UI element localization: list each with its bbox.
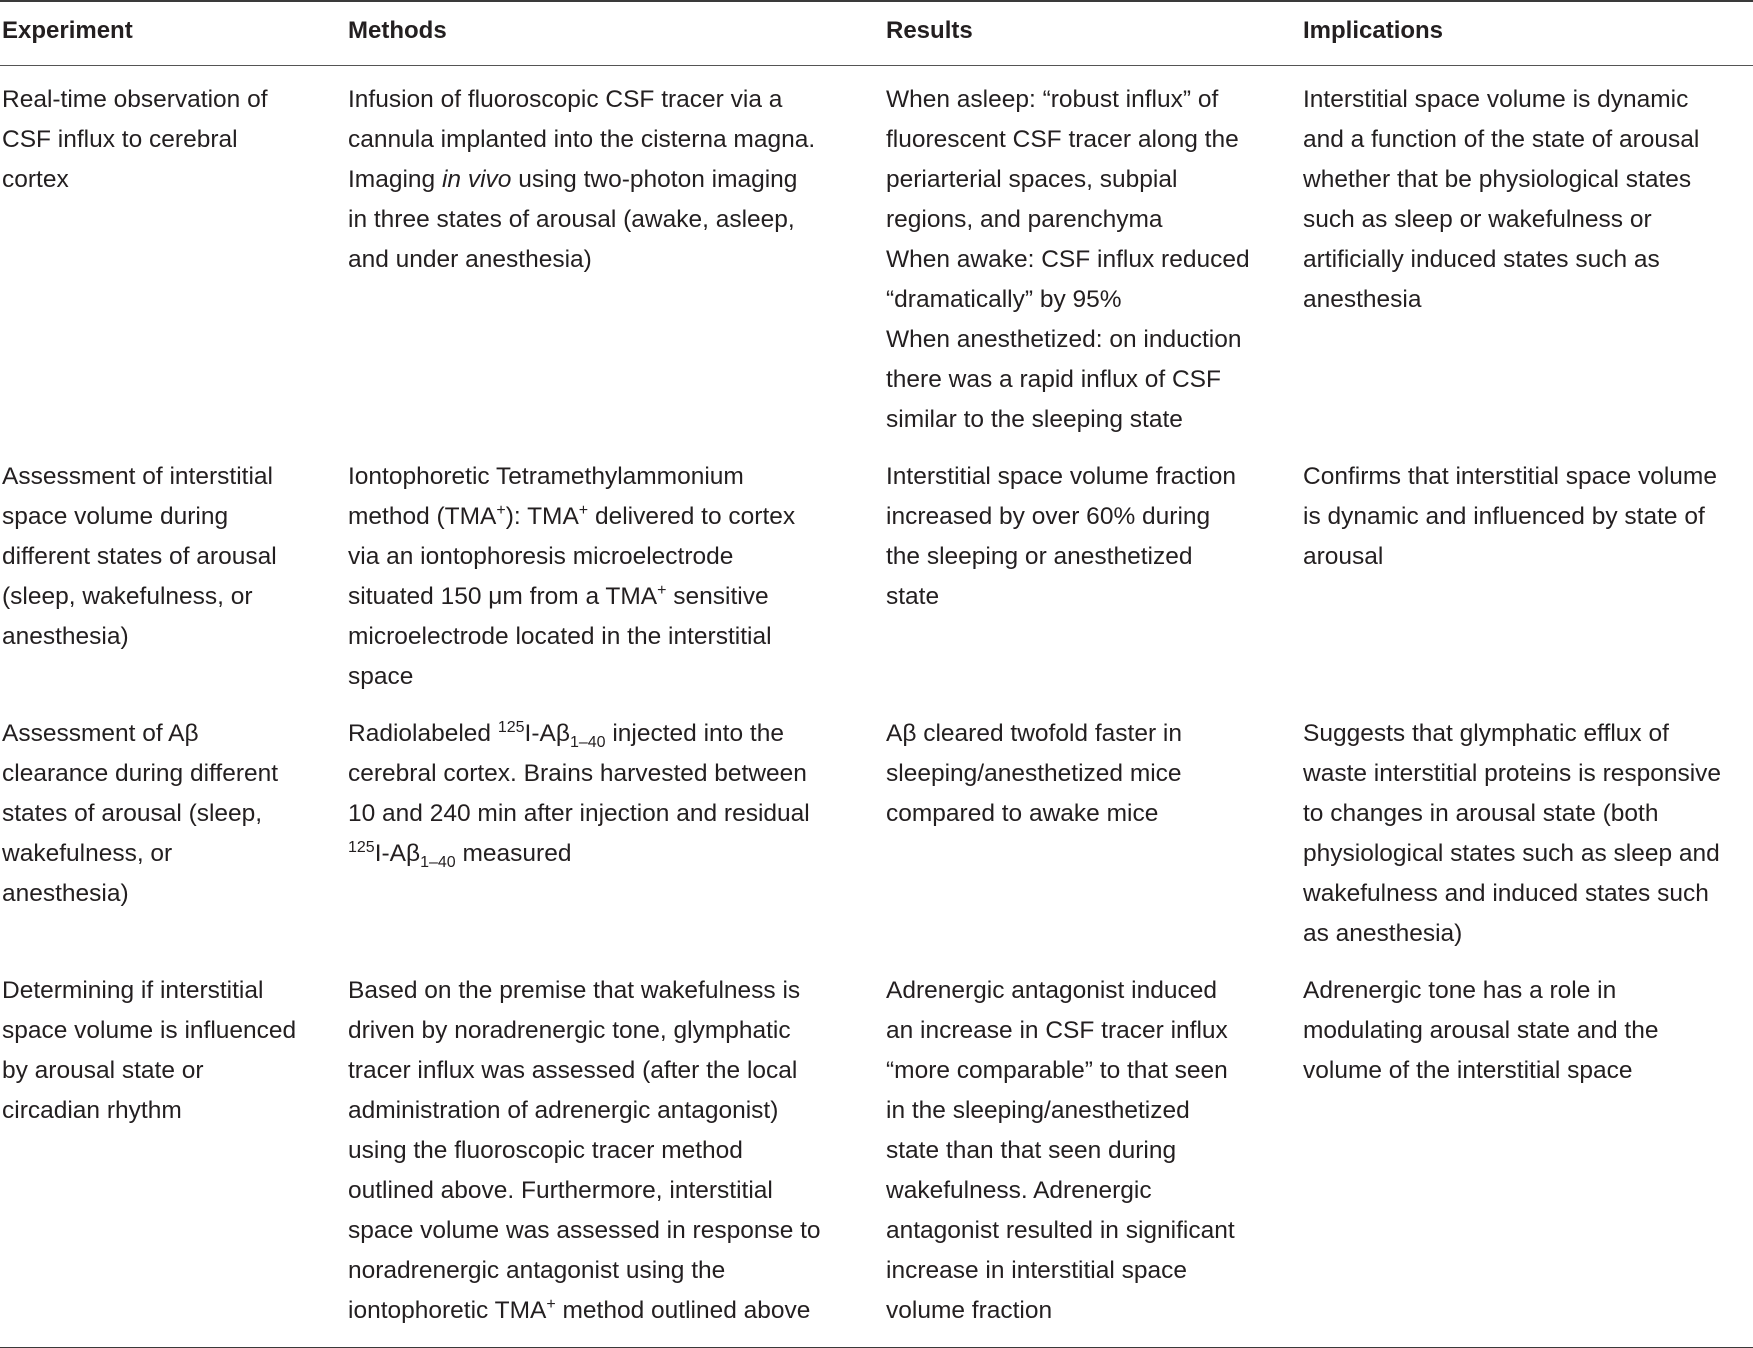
- text-line: Interstitial space volume fraction: [886, 463, 1236, 490]
- text-line: Adrenergic antagonist induced: [886, 977, 1217, 1004]
- methods-cell: [348, 457, 858, 697]
- text-line: 10 and 240 min after injection and residual: [348, 800, 810, 827]
- text-line: cerebral cortex. Brains harvested between: [348, 760, 807, 787]
- text-line-rich: Radiolabeled $^{125}I-A\beta_{1-40}$ injected into the: [348, 719, 784, 751]
- methods-cell: [348, 971, 858, 1331]
- text-line-rich: $^{125}I-A\beta_{1-40}$ measured: [348, 839, 572, 871]
- text-line: CSF influx to cerebral: [2, 126, 238, 153]
- text-line: tracer influx was assessed (after the local: [348, 1057, 798, 1084]
- text-line: waste interstitial proteins is responsive: [1303, 760, 1722, 787]
- text-line: regions, and parenchyma: [886, 206, 1163, 233]
- text-line-rich: Imaging in vivo using two-photon imaging: [348, 166, 798, 193]
- text-line: by arousal state or: [2, 1057, 204, 1084]
- text-line: Confirms that interstitial space volume: [1303, 463, 1717, 490]
- text-line: similar to the sleeping state: [886, 406, 1183, 433]
- text-line: in three states of arousal (awake, asleep,: [348, 206, 795, 233]
- text-line-rich: method (TMA+): TMA+ delivered to cortex: [348, 502, 796, 530]
- text-line: Infusion of fluoroscopic CSF tracer via a: [348, 86, 783, 113]
- text-line: space volume is influenced: [2, 1017, 297, 1044]
- table-header-row: [0, 0, 1753, 66]
- text-line: Iontophoretic Tetramethylammonium: [348, 463, 744, 490]
- results-cell: [886, 80, 1286, 440]
- text-line: Assessment of Aβ: [2, 720, 199, 747]
- implications-cell: [1303, 714, 1753, 954]
- text-line: and under anesthesia): [348, 246, 592, 273]
- text-line-rich: iontophoretic TMA+ method outlined above: [348, 1296, 811, 1324]
- text-line: fluorescent CSF tracer along the: [886, 126, 1239, 153]
- text-line: increased by over 60% during: [886, 503, 1211, 530]
- experiment-cell: [2, 714, 327, 914]
- text-line: via an iontophoresis microelectrode: [348, 543, 734, 570]
- text-line: different states of arousal: [2, 543, 277, 570]
- header-methods: Methods: [348, 17, 447, 44]
- implications-cell: [1303, 457, 1753, 577]
- text-line: wakefulness, or: [2, 840, 173, 867]
- experiment-cell: [2, 80, 327, 200]
- text-line: Interstitial space volume is dynamic: [1303, 86, 1689, 113]
- header-experiment: Experiment: [2, 17, 133, 44]
- implications-cell: [1303, 971, 1753, 1091]
- text-line: and a function of the state of arousal: [1303, 126, 1700, 153]
- text-line: modulating arousal state and the: [1303, 1017, 1659, 1044]
- text-line: state: [886, 583, 940, 610]
- text-line: “more comparable” to that seen: [886, 1057, 1228, 1084]
- methods-cell: [348, 80, 858, 280]
- text-line: in the sleeping/anesthetized: [886, 1097, 1190, 1124]
- text-line: artificially induced states such as: [1303, 246, 1660, 273]
- text-line: Assessment of interstitial: [2, 463, 273, 490]
- text-line: there was a rapid influx of CSF: [886, 366, 1221, 393]
- text-line: volume fraction: [886, 1297, 1053, 1324]
- text-line-rich: situated 150 μm from a TMA+ sensitive: [348, 582, 769, 610]
- text-line: clearance during different: [2, 760, 279, 787]
- text-line: anesthesia: [1303, 286, 1422, 313]
- text-line: volume of the interstitial space: [1303, 1057, 1633, 1084]
- text-line: anesthesia): [2, 880, 129, 907]
- text-line: states of arousal (sleep,: [2, 800, 263, 827]
- text-line: outlined above. Furthermore, interstitial: [348, 1177, 773, 1204]
- text-line: administration of adrenergic antagonist): [348, 1097, 779, 1124]
- text-line: When asleep: “robust influx” of: [886, 86, 1219, 113]
- text-line: increase in interstitial space: [886, 1257, 1187, 1284]
- text-line: is dynamic and influenced by state of: [1303, 503, 1705, 530]
- text-line: wakefulness. Adrenergic: [886, 1177, 1152, 1204]
- text-line: as anesthesia): [1303, 920, 1463, 947]
- text-line: space volume during: [2, 503, 229, 530]
- text-line: Aβ cleared twofold faster in: [886, 720, 1182, 747]
- text-line: physiological states such as sleep and: [1303, 840, 1720, 867]
- text-line: compared to awake mice: [886, 800, 1159, 827]
- text-line: an increase in CSF tracer influx: [886, 1017, 1228, 1044]
- text-line: driven by noradrenergic tone, glymphatic: [348, 1017, 791, 1044]
- implications-cell: [1303, 80, 1753, 320]
- text-line: noradrenergic antagonist using the: [348, 1257, 726, 1284]
- text-line: Based on the premise that wakefulness is: [348, 977, 801, 1004]
- text-line: microelectrode located in the interstitial: [348, 623, 772, 650]
- text-line: periarterial spaces, subpial: [886, 166, 1178, 193]
- methods-cell: [348, 714, 858, 874]
- text-line: space: [348, 663, 414, 690]
- text-line: Adrenergic tone has a role in: [1303, 977, 1617, 1004]
- header-implications: Implications: [1303, 17, 1444, 44]
- text-line: whether that be physiological states: [1303, 166, 1692, 193]
- results-cell: [886, 971, 1286, 1331]
- text-line: sleeping/anesthetized mice: [886, 760, 1182, 787]
- text-line: cannula implanted into the cisterna magna.: [348, 126, 816, 153]
- text-line: “dramatically” by 95%: [886, 286, 1122, 313]
- text-line: anesthesia): [2, 623, 129, 650]
- text-line: space volume was assessed in response to: [348, 1217, 821, 1244]
- results-cell: [886, 714, 1286, 834]
- text-line: such as sleep or wakefulness or: [1303, 206, 1652, 233]
- text-line: arousal: [1303, 543, 1384, 570]
- text-line: using the fluoroscopic tracer method: [348, 1137, 743, 1164]
- text-line: antagonist resulted in significant: [886, 1217, 1235, 1244]
- text-line: state than that seen during: [886, 1137, 1177, 1164]
- text-line: Suggests that glymphatic efflux of: [1303, 720, 1669, 747]
- text-line: to changes in arousal state (both: [1303, 800, 1659, 827]
- text-line: Determining if interstitial: [2, 977, 264, 1004]
- experiment-cell: [2, 457, 327, 657]
- header-bottom-rule: [0, 65, 1753, 66]
- text-line: Real-time observation of: [2, 86, 268, 113]
- text-line: wakefulness and induced states such: [1303, 880, 1709, 907]
- text-line: cortex: [2, 166, 69, 193]
- results-cell: [886, 457, 1286, 617]
- text-line: circadian rhythm: [2, 1097, 182, 1124]
- text-line: the sleeping or anesthetized: [886, 543, 1193, 570]
- header-results: Results: [886, 17, 973, 44]
- experiment-cell: [2, 971, 327, 1131]
- text-line: When anesthetized: on induction: [886, 326, 1242, 353]
- text-line: (sleep, wakefulness, or: [2, 583, 253, 610]
- text-line: When awake: CSF influx reduced: [886, 246, 1250, 273]
